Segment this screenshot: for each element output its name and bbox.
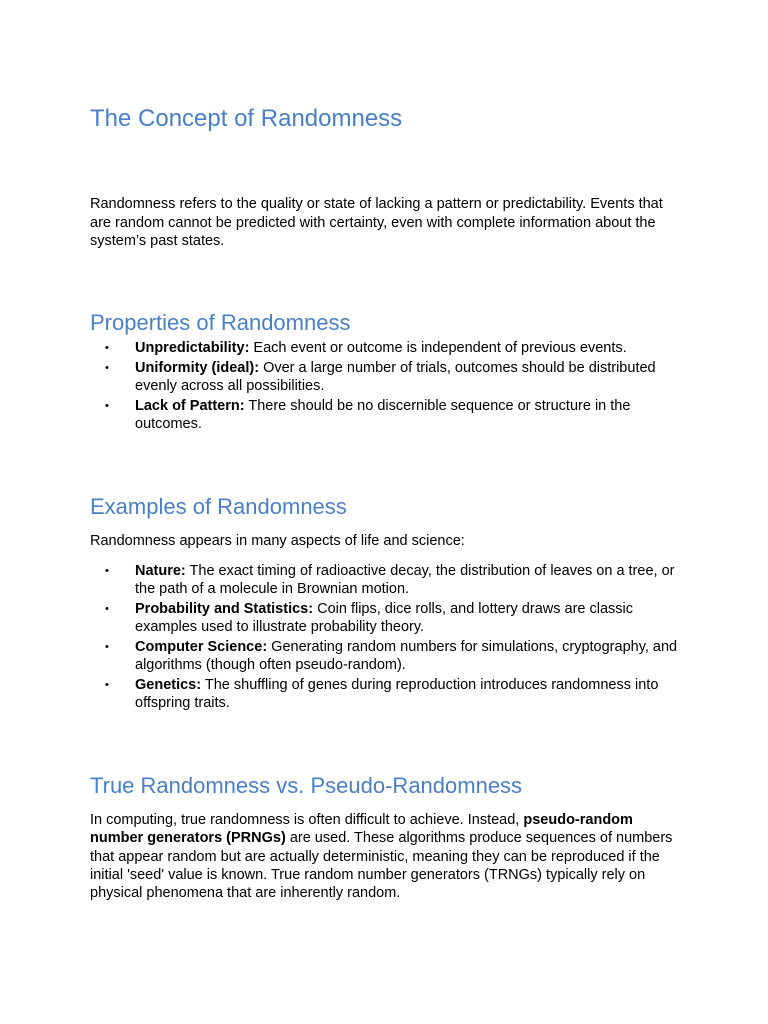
examples-list: [90, 562, 682, 714]
list-item: [90, 562, 682, 598]
bullet-icon: •: [105, 641, 109, 653]
bullet-icon: •: [105, 342, 109, 354]
bullet-icon: •: [105, 565, 109, 577]
bullet-icon: •: [105, 400, 109, 412]
list-item-term: Probability and Statistics:: [135, 601, 314, 617]
list-item-term: Lack of Pattern:: [135, 398, 245, 414]
properties-heading: Properties of Randomness: [90, 310, 351, 335]
properties-list: [90, 339, 682, 435]
list-item-term: Unpredictability:: [135, 340, 250, 356]
list-item-term: Nature:: [135, 563, 186, 579]
list-item: [90, 359, 682, 395]
list-item: [90, 638, 682, 674]
list-item-term: Computer Science:: [135, 639, 268, 655]
bullet-icon: •: [105, 362, 109, 374]
list-item: [90, 339, 682, 357]
examples-intro: Randomness appears in many aspects of life and science:: [90, 533, 465, 549]
list-item-term: Uniformity (ideal):: [135, 360, 260, 376]
paragraph-text-after: are used. These algorithms produce sequences of numbers that appear random but are actually deterministic, meaning they can be reproduced if the initial 'seed' value is known. True random number generators (TRNGs) typically rely on physical phenomena that are inherently random.: [90, 830, 673, 902]
examples-heading: Examples of Randomness: [90, 494, 347, 519]
list-item: [90, 397, 682, 433]
intro-paragraph: Randomness refers to the quality or state of lacking a pattern or predictability. Events that are random cannot be predicted with certainty, even with complete information about the system’s past states.: [90, 196, 663, 249]
list-item: [90, 676, 682, 712]
true-vs-pseudo-paragraph: [90, 811, 682, 902]
list-item-text: Generating random numbers for simulations, cryptography, and algorithms (though often pseudo-random).: [135, 639, 678, 673]
list-item-text: Coin flips, dice rolls, and lottery draws are classic examples used to illustrate probability theory.: [135, 601, 634, 635]
page-title: The Concept of Randomness: [90, 105, 403, 132]
list-item-text: The shuffling of genes during reproduction introduces randomness into offspring traits.: [135, 677, 659, 711]
paragraph-bold-term: pseudo-random number generators (PRNGs): [90, 812, 633, 847]
bullet-icon: •: [105, 679, 109, 691]
bullet-icon: •: [105, 603, 109, 615]
paragraph-text-before: In computing, true randomness is often difficult to achieve. Instead,: [90, 812, 524, 828]
list-item-term: Genetics:: [135, 677, 202, 693]
true-vs-pseudo-heading: True Randomness vs. Pseudo-Randomness: [90, 773, 523, 798]
list-item-text: Over a large number of trials, outcomes should be distributed evenly across all possibilities.: [135, 360, 656, 394]
list-item-text: Each event or outcome is independent of previous events.: [249, 340, 627, 356]
list-item-text: There should be no discernible sequence or structure in the outcomes.: [135, 398, 631, 432]
list-item: [90, 600, 682, 636]
list-item-text: The exact timing of radioactive decay, the distribution of leaves on a tree, or the path of a molecule in Brownian motion.: [135, 563, 675, 597]
